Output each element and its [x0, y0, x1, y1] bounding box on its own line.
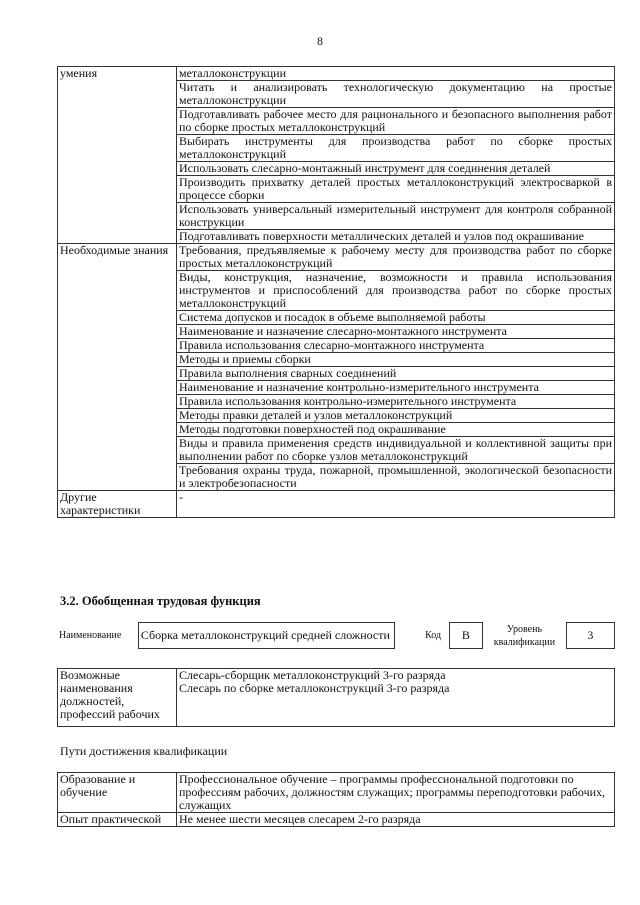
row-item: Требования, предъявляемые к рабочему месту для производства работ по сборке простых металлоконструкций	[177, 244, 615, 271]
skills-knowledge-table	[57, 66, 615, 518]
name-value: Сборка металлоконструкций средней сложности	[138, 623, 394, 649]
row-item: Виды и правила применения средств индивидуальной и коллективной защиты при выполнении работ по сборке узлов металлоконструкций	[177, 437, 615, 464]
row-item: Использовать слесарно-монтажный инструмент для соединения деталей	[177, 162, 615, 176]
page-number: 8	[317, 34, 323, 48]
paths-table	[57, 772, 615, 827]
row-group-label: умения	[58, 67, 177, 244]
row-item: Подготавливать поверхности металлических деталей и узлов под окрашивание	[177, 230, 615, 244]
code-value: B	[449, 623, 482, 649]
paths-title: Пути достижения квалификации	[60, 744, 228, 758]
row-item: Методы и приемы сборки	[177, 353, 615, 367]
row-item: Правила выполнения сварных соединений	[177, 367, 615, 381]
experience-label: Опыт практической	[58, 813, 177, 827]
row-item: Требования охраны труда, пожарной, промышленной, экологической безопасности и электробезопасности	[177, 464, 615, 491]
row-item: Производить прихватку деталей простых металлоконструкций электросваркой в процессе сборки	[177, 176, 615, 203]
function-header-table	[57, 622, 615, 649]
level-value: 3	[566, 623, 614, 649]
row-item: Система допусков и посадок в объеме выполняемой работы	[177, 311, 615, 325]
row-item: Правила использования контрольно-измерительного инструмента	[177, 395, 615, 409]
experience-value: Не менее шести месяцев слесарем 2-го разряда	[177, 813, 615, 827]
table-row	[58, 491, 615, 518]
positions-list	[177, 669, 615, 727]
row-item: Выбирать инструменты для производства работ по сборке простых металлоконструкций	[177, 135, 615, 162]
row-item: Методы правки деталей и узлов металлоконструкций	[177, 409, 615, 423]
row-item: Использовать универсальный измерительный инструмент для контроля собранной конструкции	[177, 203, 615, 230]
row-group-label: Необходимые знания	[58, 244, 177, 491]
row-group-label: Другие характеристики	[58, 491, 177, 518]
row-item: металлоконструкции	[177, 67, 615, 81]
level-label: Уровень квалификации	[493, 623, 556, 648]
row-item: Виды, конструкция, назначение, возможности и правила использования инструментов и приспособлений для производства работ по сборке простых металлоконструкций	[177, 271, 615, 311]
position-line: Слесарь-сборщик металлоконструкций 3-го разряда	[179, 668, 446, 682]
table-row	[58, 244, 615, 271]
name-label: Наименование	[59, 630, 122, 641]
row-item: -	[177, 491, 615, 518]
row-item: Читать и анализировать технологическую документацию на простые металлоконструкции	[177, 81, 615, 108]
position-line: Слесарь по сборке металлоконструкций 3-го разряда	[179, 681, 450, 695]
education-value: Профессиональное обучение – программы профессиональной подготовки по профессиям рабочих, должностям служащих; программы переподготовки рабочих, служащих	[177, 773, 615, 813]
row-item: Наименование и назначение контрольно-измерительного инструмента	[177, 381, 615, 395]
row-item: Правила использования слесарно-монтажного инструмента	[177, 339, 615, 353]
education-label: Образование и обучение	[58, 773, 177, 813]
positions-label: Возможные наименования должностей, профессий рабочих	[58, 669, 177, 727]
table-row	[58, 67, 615, 81]
row-item: Методы подготовки поверхностей под окрашивание	[177, 423, 615, 437]
row-item: Наименование и назначение слесарно-монтажного инструмента	[177, 325, 615, 339]
section-title: 3.2. Обобщенная трудовая функция	[60, 594, 261, 608]
row-item: Подготавливать рабочее место для рационального и безопасного выполнения работ по сборке простых металлоконструкций	[177, 108, 615, 135]
positions-table	[57, 668, 615, 727]
code-label: Код	[425, 630, 442, 641]
